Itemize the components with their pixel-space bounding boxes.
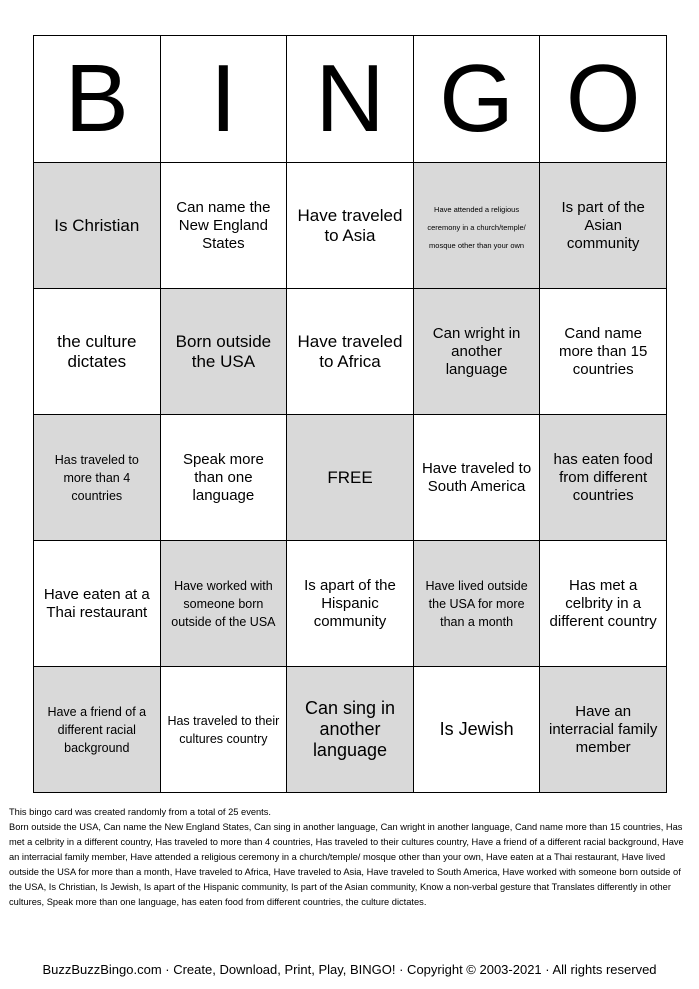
bingo-cell-text: Speak more than one language [182, 450, 264, 504]
bingo-cell-text: Cand name more than 15 countries [558, 324, 648, 378]
bingo-cell [287, 163, 414, 289]
bingo-cell [540, 163, 667, 289]
bingo-cell-text: Have traveled to Asia [297, 205, 403, 245]
bingo-grid [33, 35, 667, 793]
bingo-header-row [34, 36, 667, 163]
bingo-cell [160, 667, 287, 793]
bingo-row [34, 163, 667, 289]
bingo-cell-text: Have attended a religious ceremony in a church/temple/ mosque other than your own [427, 204, 526, 250]
bingo-cell [287, 415, 414, 541]
bingo-cell-text: Is Jewish [439, 719, 514, 739]
bingo-cell [413, 163, 540, 289]
bingo-cell [413, 415, 540, 541]
bingo-cell [160, 289, 287, 415]
bingo-cell [413, 289, 540, 415]
bingo-row [34, 415, 667, 541]
header-letter-b: B [34, 36, 161, 163]
bingo-cell-text: Can sing in another language [304, 698, 396, 760]
bingo-cell-text: Has traveled to more than 4 countries [54, 452, 139, 503]
bingo-cell-text: FREE [327, 467, 373, 487]
bingo-card [33, 35, 666, 767]
bingo-cell-text: Can name the New England States [176, 198, 271, 252]
header-letter-o: O [540, 36, 667, 163]
bingo-cell [540, 289, 667, 415]
bingo-cell-text: Can wright in another language [432, 324, 521, 378]
bingo-cell [34, 289, 161, 415]
bingo-cell [160, 163, 287, 289]
header-letter-g: G [413, 36, 540, 163]
bingo-row [34, 289, 667, 415]
bingo-cell [34, 667, 161, 793]
bingo-cell-text: Have an interracial family member [548, 702, 658, 756]
bingo-cell [540, 541, 667, 667]
bingo-cell-text: Have traveled to South America [421, 459, 532, 495]
card-footer [9, 805, 691, 910]
bingo-cell-text: Born outside the USA [175, 331, 272, 371]
bingo-cell [540, 667, 667, 793]
bingo-cell [34, 415, 161, 541]
bingo-cell-text: Have traveled to Africa [297, 331, 403, 371]
bingo-cell-text: Is apart of the Hispanic community [304, 576, 396, 630]
bingo-cell-text: Have lived outside the USA for more than a month [425, 578, 528, 629]
bingo-cell [287, 541, 414, 667]
header-letter-n: N [287, 36, 414, 163]
bingo-cell [160, 541, 287, 667]
bingo-cell [413, 667, 540, 793]
bingo-cell [287, 289, 414, 415]
bingo-cell [34, 163, 161, 289]
bingo-cell-text: Have worked with someone born outside of the USA [171, 578, 276, 629]
bingo-cell-text: Have a friend of a different racial background [47, 704, 147, 755]
bingo-row [34, 541, 667, 667]
bingo-cell [160, 415, 287, 541]
header-letter-i: I [160, 36, 287, 163]
bingo-cell-text: the culture dictates [57, 331, 137, 371]
bingo-cell-text: Is Christian [54, 215, 140, 235]
bingo-cell [540, 415, 667, 541]
bingo-cell-text: Is part of the Asian community [561, 198, 645, 252]
bingo-cell [413, 541, 540, 667]
footer-event-list: Born outside the USA, Can name the New England States, Can sing in another language, Can wright in another language, Cand name more than 15 countries, Has met a celbrity in a different country, Has traveled to more than 4 countries, Has traveled to their cultures country, Have a friend of a different racial background, Have an interracial family member, Have attended a religious ceremony in a church/temple/ mosque other than your own, Have eaten at a Thai restaurant, Have lived outside the USA for more than a month, Have traveled to Africa, Have traveled to Asia, Have traveled to South America, Have worked with someone born outside of the USA, Is Christian, Is Jewish, Is apart of the Hispanic community, Is part of the Asian community, Know a non-verbal gesture that Translates differently in other cultures, Speak more than one language, has eaten food from different countries, the culture dictates. [9, 822, 684, 907]
bingo-cell-text: Have eaten at a Thai restaurant [43, 585, 150, 621]
bingo-cell [34, 541, 161, 667]
copyright-line: BuzzBuzzBingo.com · Create, Download, Print, Play, BINGO! · Copyright © 2003-2021 · All rights reserved [42, 962, 657, 977]
bingo-row [34, 667, 667, 793]
bingo-cell-text: Has traveled to their cultures country [167, 713, 280, 746]
bingo-cell-text: has eaten food from different countries [553, 450, 653, 504]
bingo-cell-text: Has met a celbrity in a different country [549, 576, 657, 630]
bingo-cell [287, 667, 414, 793]
footer-summary: This bingo card was created randomly from a total of 25 events. [9, 807, 271, 817]
